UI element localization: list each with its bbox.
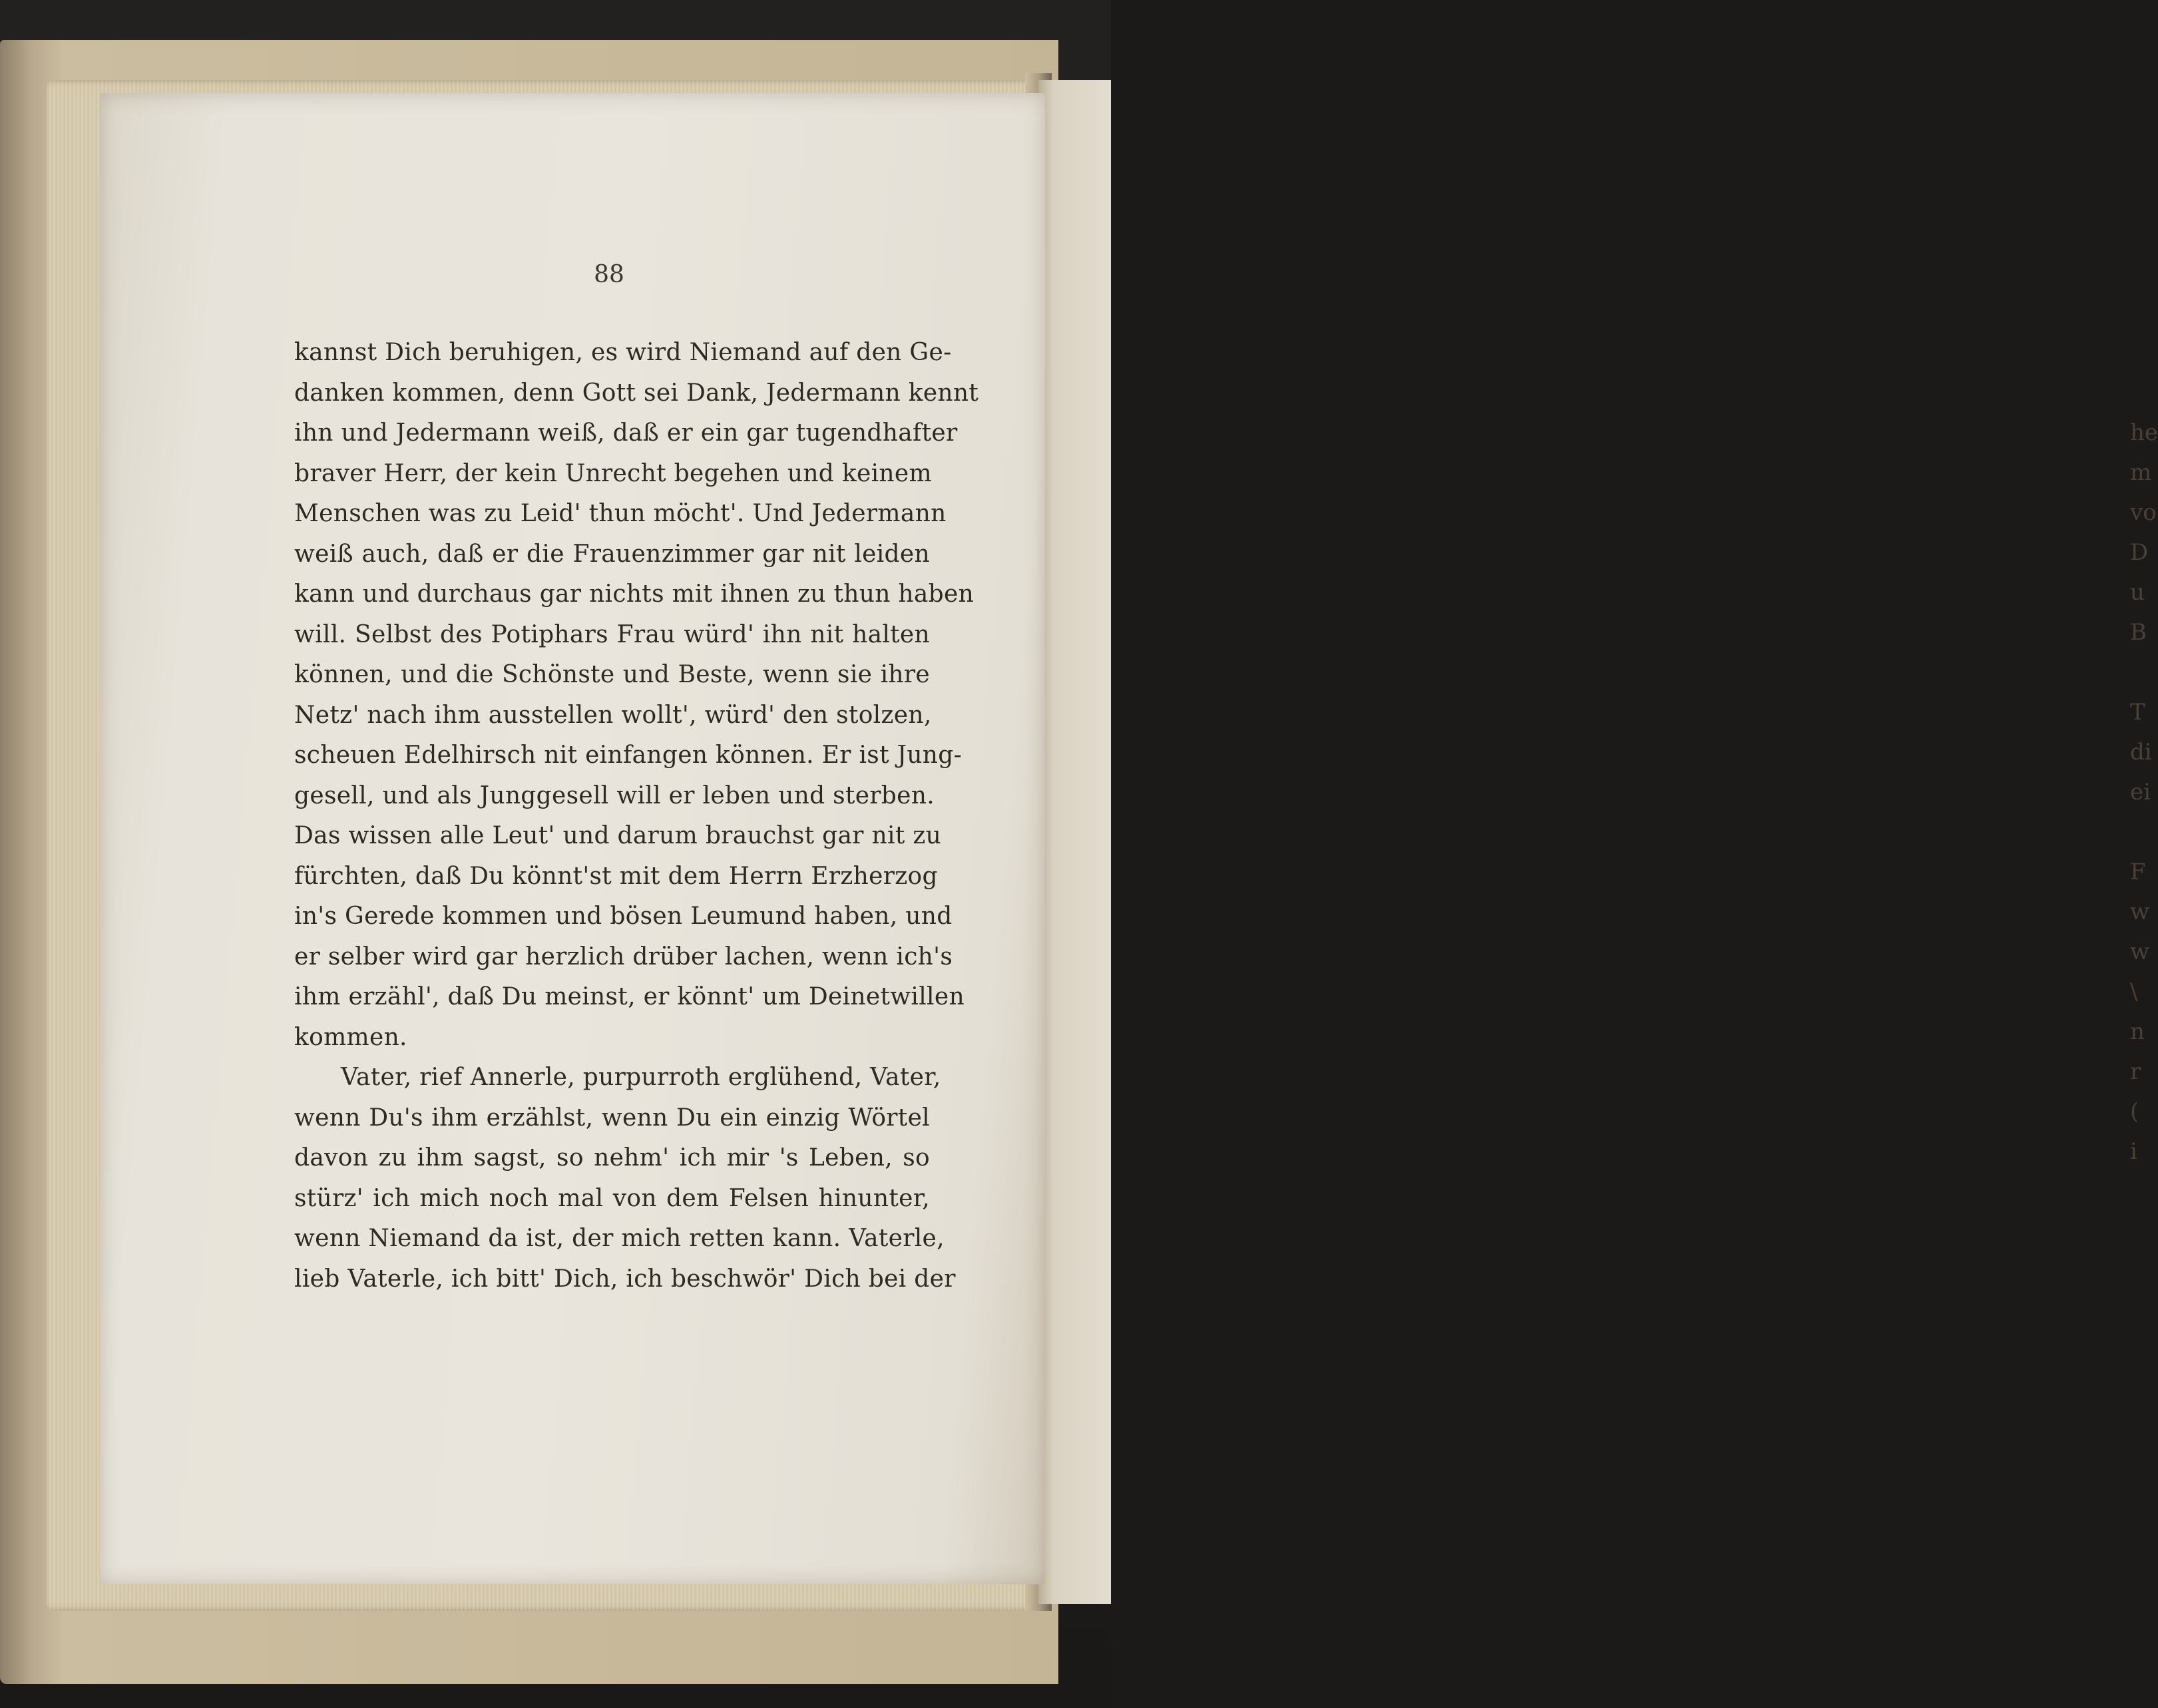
- text-line: ihn und Jedermann weiß, daß er ein gar tugendhafter: [294, 419, 958, 447]
- facing-page-text: [2130, 413, 2158, 1172]
- facing-page-fragment: \: [2130, 978, 2138, 1005]
- facing-page-fragment: n: [2130, 1018, 2145, 1045]
- text-line: davon zu ihm sagst, so nehm' ich mir 's Leben, so: [294, 1144, 930, 1172]
- page-text: [294, 333, 979, 1299]
- text-line: Das wissen alle Leut' und darum brauchst gar nit zu: [294, 822, 942, 849]
- facing-page-fragment: w: [2130, 899, 2150, 925]
- facing-page-fragment: B: [2130, 619, 2147, 646]
- text-line: weiß auch, daß er die Frauenzimmer gar nit leiden: [294, 540, 930, 568]
- text-line: lieb Vaterle, ich bitt' Dich, ich beschwör' Dich bei der: [294, 1265, 956, 1293]
- text-line: in's Gerede kommen und bösen Leumund haben, und: [294, 903, 953, 930]
- facing-page-fragment: u: [2130, 579, 2145, 606]
- page-number: 88: [594, 261, 624, 288]
- text-line: gesell, und als Junggesell will er leben und sterben.: [294, 781, 935, 809]
- facing-page-fragment: [2130, 812, 2149, 852]
- facing-page-fragment: ei: [2130, 779, 2151, 805]
- text-line: braver Herr, der kein Unrecht begehen und keinem: [294, 459, 932, 487]
- text-line: stürz' ich mich noch mal von dem Felsen hinunter,: [294, 1184, 930, 1212]
- text-line: danken kommen, denn Gott sei Dank, Jedermann kennt: [294, 379, 979, 407]
- text-line: wenn Niemand da ist, der mich retten kann. Vaterle,: [294, 1225, 945, 1252]
- facing-page-fragment: he: [2130, 419, 2158, 446]
- text-line: scheuen Edelhirsch nit einfangen können. Er ist Jung-: [294, 742, 963, 769]
- text-line: fürchten, daß Du könnt'st mit dem Herrn Erzherzog: [294, 862, 938, 890]
- text-line: Netz' nach ihm ausstellen wollt', würd' den stolzen,: [294, 701, 932, 729]
- facing-page-fragment: T: [2130, 699, 2145, 726]
- facing-page-fragment: F: [2130, 859, 2146, 885]
- text-line: will. Selbst des Potiphars Frau würd' ihn nit halten: [294, 620, 930, 648]
- facing-page-fragment: r: [2130, 1058, 2141, 1085]
- text-line: wenn Du's ihm erzählst, wenn Du ein einzig Wörtel: [294, 1104, 930, 1132]
- facing-page-fragment: (: [2130, 1098, 2139, 1125]
- facing-page-fragment: di: [2130, 739, 2152, 765]
- facing-page-fragment: vo: [2130, 499, 2157, 526]
- text-line: kannst Dich beruhigen, es wird Niemand auf den Ge-: [294, 339, 952, 366]
- text-line: können, und die Schönste und Beste, wenn sie ihre: [294, 661, 930, 688]
- facing-page: [1038, 80, 2158, 1604]
- text-line: Vater, rief Annerle, purpurroth erglühend, Vater,: [341, 1064, 941, 1091]
- text-line: ihm erzähl', daß Du meinst, er könnt' um Deinetwillen: [294, 983, 965, 1010]
- facing-page-fragment: [2130, 652, 2149, 692]
- facing-page-fragment: i: [2130, 1138, 2137, 1165]
- facing-page-fragment: m: [2130, 459, 2152, 486]
- text-line: kann und durchaus gar nichts mit ihnen zu thun haben: [294, 580, 974, 608]
- facing-page-fragment: w: [2130, 939, 2150, 965]
- text-line: er selber wird gar herzlich drüber lachen, wenn ich's: [294, 943, 953, 970]
- text-line: Menschen was zu Leid' thun möcht'. Und Jedermann: [294, 500, 947, 527]
- facing-page-fragment: D: [2130, 539, 2149, 566]
- text-line: kommen.: [294, 1023, 407, 1051]
